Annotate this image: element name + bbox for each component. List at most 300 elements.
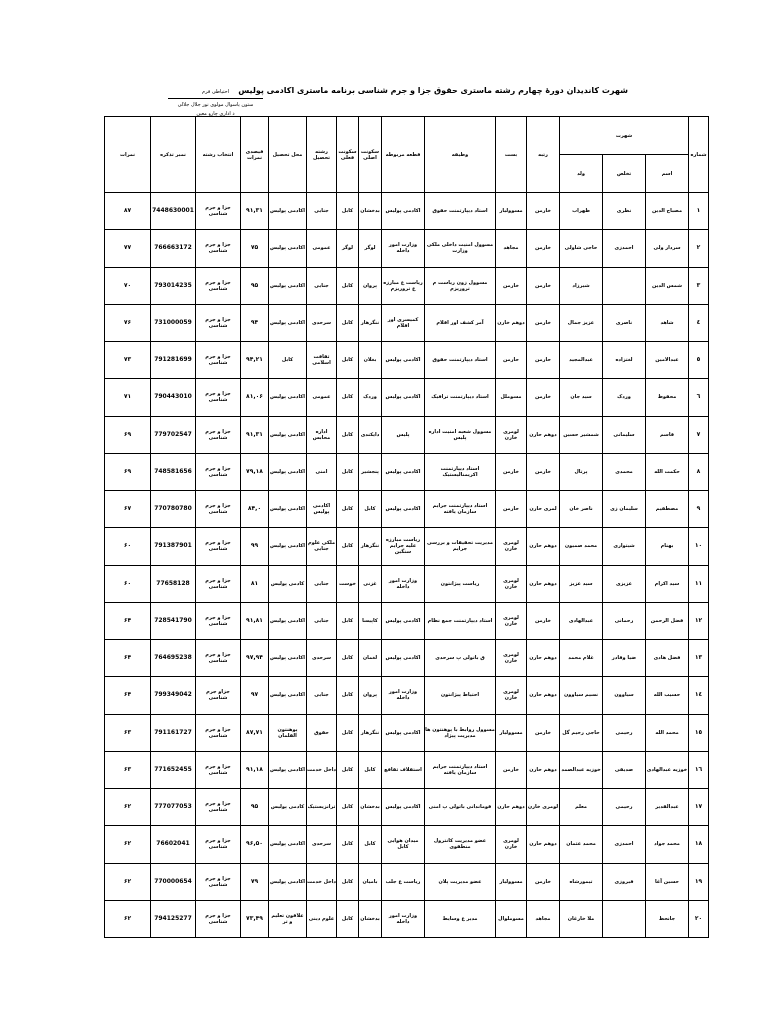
cell-field: جزا و جرم شناسی bbox=[196, 863, 241, 900]
cell-marks: ۶۲ bbox=[105, 900, 151, 937]
cell-name: عبدالامین bbox=[646, 342, 689, 379]
cell-no: ١٦ bbox=[689, 751, 709, 788]
cell-name: حسین آغا bbox=[646, 863, 689, 900]
cell-surname: سیاوون bbox=[603, 677, 646, 714]
cell-original: پروان bbox=[359, 267, 382, 304]
cell-surname: لغتزاده bbox=[603, 342, 646, 379]
cell-field: جزاو جرم شناسی bbox=[196, 677, 241, 714]
cell-name: حسیب الله bbox=[646, 677, 689, 714]
cell-no: ٣ bbox=[689, 267, 709, 304]
cell-field: جزا و جرم شناسی bbox=[196, 304, 241, 341]
cell-post: لومری خارن bbox=[496, 640, 527, 677]
cell-duty: آمر کشف اور اقلام bbox=[425, 304, 496, 341]
cell-place: اکادمی پولیس bbox=[269, 602, 307, 639]
cell-tazkira: 790443010 bbox=[151, 379, 196, 416]
header-identity: شهرت bbox=[560, 117, 689, 155]
cell-unit: میدان هوایی کابل bbox=[382, 826, 425, 863]
cell-name: عبدالقدیر bbox=[646, 789, 689, 826]
header-education-level: رشته تحصیل bbox=[307, 117, 337, 193]
cell-current: خوست bbox=[337, 565, 359, 602]
cell-place: اکادمی پولیس bbox=[269, 826, 307, 863]
cell-place: اکادمی پولیس bbox=[269, 863, 307, 900]
cell-duty: مسوول زون ریاست م تروریزم bbox=[425, 267, 496, 304]
cell-rank: خارمن bbox=[527, 714, 560, 751]
cell-current: کابل bbox=[337, 342, 359, 379]
cell-rank: خارمن bbox=[527, 453, 560, 490]
cell-post: لومری خارن bbox=[496, 602, 527, 639]
cell-place: علاقون تعلیم و تر bbox=[269, 900, 307, 937]
approval-signer: ستون یاسوال مولوی نور جلال جلالی bbox=[177, 102, 254, 108]
cell-place: پوهنتون القلمان bbox=[269, 714, 307, 751]
cell-tazkira: 748581656 bbox=[151, 453, 196, 490]
cell-post: دوهم حارن bbox=[496, 789, 527, 826]
cell-name: محمد جواد bbox=[646, 826, 689, 863]
cell-surname: نظری bbox=[603, 193, 646, 230]
cell-duty: احتیاط پیژانتون bbox=[425, 677, 496, 714]
header-father: ولد bbox=[560, 155, 603, 193]
cell-field: جزا و جرم شناسی bbox=[196, 416, 241, 453]
cell-original: بدخشان bbox=[359, 193, 382, 230]
table-row bbox=[105, 826, 709, 863]
cell-score: ۸۱ bbox=[241, 565, 269, 602]
cell-place: اکادمی پولیس bbox=[269, 230, 307, 267]
cell-marks: ۶۰ bbox=[105, 528, 151, 565]
cell-current: کابل bbox=[337, 826, 359, 863]
cell-unit: اکادمی پولیس bbox=[382, 640, 425, 677]
cell-duty: استاد دیپارتمنت اکریمنالیستیک bbox=[425, 453, 496, 490]
cell-place: اکادمی پولیس bbox=[269, 640, 307, 677]
cell-surname bbox=[603, 267, 646, 304]
cell-original: ننگرهار bbox=[359, 528, 382, 565]
cell-father: شیرزاد bbox=[560, 267, 603, 304]
cell-name: شمس الدین bbox=[646, 267, 689, 304]
cell-post: لومری خارن bbox=[496, 677, 527, 714]
cell-surname: رحیمی bbox=[603, 714, 646, 751]
cell-place: اکادمی پولیس bbox=[269, 193, 307, 230]
header-unit: قطعه مربوطه bbox=[382, 117, 425, 193]
cell-marks: ۷۰ bbox=[105, 267, 151, 304]
cell-current: کابل bbox=[337, 379, 359, 416]
cell-field: جزا و جرم شناسی bbox=[196, 528, 241, 565]
cell-original: لغمان bbox=[359, 640, 382, 677]
cell-father: محمد صمیون bbox=[560, 528, 603, 565]
cell-tazkira: 771652455 bbox=[151, 751, 196, 788]
cell-level: داخل خدمت bbox=[307, 751, 337, 788]
cell-level: ثقافت اسلامی bbox=[307, 342, 337, 379]
cell-marks: ۶۴ bbox=[105, 602, 151, 639]
header-duty: وظیفه bbox=[425, 117, 496, 193]
header-rank: رتبه bbox=[527, 117, 560, 193]
cell-marks: ۶۴ bbox=[105, 677, 151, 714]
cell-score: ۷۳,۴۹ bbox=[241, 900, 269, 937]
table-row bbox=[105, 453, 709, 490]
table-row bbox=[105, 342, 709, 379]
cell-original: کابل bbox=[359, 491, 382, 528]
header-original-province: سکونت اصلی bbox=[359, 117, 382, 193]
cell-father: حاجی رحیم گل bbox=[560, 714, 603, 751]
cell-name: بهنام bbox=[646, 528, 689, 565]
cell-field: جزا و جرم شناسی bbox=[196, 491, 241, 528]
cell-father: ناصر خان bbox=[560, 491, 603, 528]
approval-block bbox=[168, 88, 263, 119]
table-row bbox=[105, 416, 709, 453]
cell-surname: احمدزی bbox=[603, 230, 646, 267]
cell-rank: خارمن bbox=[527, 379, 560, 416]
cell-post: مسوولیار bbox=[496, 863, 527, 900]
cell-marks: ۷۷ bbox=[105, 230, 151, 267]
cell-field: جزا و جرم شناسی bbox=[196, 789, 241, 826]
cell-name: خوزیه عبدالهادی bbox=[646, 751, 689, 788]
cell-post: مسوملوال bbox=[496, 900, 527, 937]
cell-score: ۹۶,۵۰ bbox=[241, 826, 269, 863]
header-marks: نمرات bbox=[105, 117, 151, 193]
cell-marks: ۷۶ bbox=[105, 304, 151, 341]
cell-original: پروان bbox=[359, 677, 382, 714]
cell-unit: ریاست ع مبارزه ع تروریزم bbox=[382, 267, 425, 304]
cell-unit: ریاست ع جلب bbox=[382, 863, 425, 900]
cell-father: عبدالمجید bbox=[560, 342, 603, 379]
cell-father: سید جان bbox=[560, 379, 603, 416]
cell-tazkira: 770000654 bbox=[151, 863, 196, 900]
cell-post: لومری خارن bbox=[496, 528, 527, 565]
cell-no: ١٥ bbox=[689, 714, 709, 751]
cell-duty: ق باتولی پ سرحدی bbox=[425, 640, 496, 677]
cell-field: جزا و جرم شناسی bbox=[196, 900, 241, 937]
cell-no: ١٢ bbox=[689, 602, 709, 639]
cell-unit: ریاست مبارزه علیه جرایم سنگین bbox=[382, 528, 425, 565]
cell-current: کابل bbox=[337, 714, 359, 751]
cell-original: غزنی bbox=[359, 565, 382, 602]
cell-score: ۷۹ bbox=[241, 863, 269, 900]
cell-no: ١٣ bbox=[689, 640, 709, 677]
cell-no: ١ bbox=[689, 193, 709, 230]
cell-rank: خارمن bbox=[527, 863, 560, 900]
cell-rank: دوهم حارن bbox=[527, 640, 560, 677]
cell-rank: دوهم حارن bbox=[527, 528, 560, 565]
cell-no: ١١ bbox=[689, 565, 709, 602]
cell-score: ۹۱,۸۱ bbox=[241, 602, 269, 639]
cell-tazkira: 77658128 bbox=[151, 565, 196, 602]
cell-marks: ۶۹ bbox=[105, 416, 151, 453]
cell-unit: اکادمی پولیس bbox=[382, 789, 425, 826]
cell-original: بامیان bbox=[359, 863, 382, 900]
table-row bbox=[105, 304, 709, 341]
candidates-table bbox=[104, 116, 709, 938]
cell-surname: احمدزی bbox=[603, 826, 646, 863]
cell-current: کابل bbox=[337, 193, 359, 230]
header-education-place: محل تحصیل bbox=[269, 117, 307, 193]
cell-surname: رحیمی bbox=[603, 789, 646, 826]
cell-score: ۹۷,۹۴ bbox=[241, 640, 269, 677]
cell-father: خوزیه عبدالصمد bbox=[560, 751, 603, 788]
cell-current: کابل bbox=[337, 863, 359, 900]
cell-original: کابل bbox=[359, 751, 382, 788]
cell-level: امنی bbox=[307, 453, 337, 490]
cell-name: سردار ولی bbox=[646, 230, 689, 267]
cell-duty: استاد دیپارتمنت حقوق bbox=[425, 193, 496, 230]
cell-level: ملکی علوم جنایی bbox=[307, 528, 337, 565]
cell-post: حارمن bbox=[496, 491, 527, 528]
cell-score: ۹۴,۲۱ bbox=[241, 342, 269, 379]
cell-rank: دوهم حارن bbox=[527, 677, 560, 714]
cell-tazkira: 794125277 bbox=[151, 900, 196, 937]
cell-current: کابل bbox=[337, 640, 359, 677]
cell-field: جزا و جرم شناسی bbox=[196, 230, 241, 267]
cell-father: محمد عثمان bbox=[560, 826, 603, 863]
cell-no: ٤ bbox=[689, 304, 709, 341]
cell-unit: اکادمی پولیس bbox=[382, 342, 425, 379]
cell-place: اکادمی پولیس bbox=[269, 751, 307, 788]
cell-original: پنجشیر bbox=[359, 453, 382, 490]
cell-current: کابل bbox=[337, 900, 359, 937]
cell-no: ٥ bbox=[689, 342, 709, 379]
cell-name: محمد الله bbox=[646, 714, 689, 751]
cell-duty: مسوول روابط با پوهنتون ها مدیریت پیژاد bbox=[425, 714, 496, 751]
cell-current: کابل bbox=[337, 304, 359, 341]
cell-rank: دوهم حارن bbox=[527, 826, 560, 863]
cell-place: اکادمی پولیس bbox=[269, 416, 307, 453]
cell-tazkira: 791281699 bbox=[151, 342, 196, 379]
cell-tazkira: 766663172 bbox=[151, 230, 196, 267]
table-row bbox=[105, 751, 709, 788]
approval-label: احتیاطی فرم bbox=[201, 89, 229, 95]
cell-marks: ۶۷ bbox=[105, 491, 151, 528]
cell-name: مصباح الدین bbox=[646, 193, 689, 230]
cell-rank: خارمن bbox=[527, 230, 560, 267]
cell-field: جزا و جرم شناسی bbox=[196, 714, 241, 751]
cell-rank: خارمن bbox=[527, 304, 560, 341]
cell-rank: حارمن bbox=[527, 342, 560, 379]
cell-unit: کمیسری اور اقلام bbox=[382, 304, 425, 341]
cell-current: کابل bbox=[337, 602, 359, 639]
cell-level: علوم دینی bbox=[307, 900, 337, 937]
cell-level: سرحدی bbox=[307, 304, 337, 341]
signature-line bbox=[168, 98, 263, 99]
cell-level: عمومی bbox=[307, 230, 337, 267]
cell-current: کابل bbox=[337, 416, 359, 453]
approval-position: د اداری چارو معین bbox=[196, 111, 235, 117]
cell-rank: خارمن bbox=[527, 193, 560, 230]
cell-no: ١٧ bbox=[689, 789, 709, 826]
table-row bbox=[105, 379, 709, 416]
table-row bbox=[105, 900, 709, 937]
cell-name: قاسم bbox=[646, 416, 689, 453]
cell-tazkira: 799349042 bbox=[151, 677, 196, 714]
cell-score: ۸۱,۰۶ bbox=[241, 379, 269, 416]
cell-name: فضل هادی bbox=[646, 640, 689, 677]
table-row bbox=[105, 714, 709, 751]
cell-score: ۸۷,۷۱ bbox=[241, 714, 269, 751]
cell-field: جزا و جرم شناسی bbox=[196, 602, 241, 639]
cell-duty: استاد دیپارتمنت جرایم سازمان یافته bbox=[425, 491, 496, 528]
cell-level: داخل خدمت bbox=[307, 863, 337, 900]
table-row bbox=[105, 602, 709, 639]
cell-duty: استاد دیپارتمنت حقوق bbox=[425, 342, 496, 379]
cell-surname: سلیمانی bbox=[603, 416, 646, 453]
cell-no: ٩ bbox=[689, 491, 709, 528]
cell-tazkira: 777077053 bbox=[151, 789, 196, 826]
cell-rank: لومری خارن bbox=[527, 789, 560, 826]
cell-name: سید اکرام bbox=[646, 565, 689, 602]
cell-marks: ۶۲ bbox=[105, 863, 151, 900]
cell-level: سرحدی bbox=[307, 640, 337, 677]
cell-unit: اکادمی پولیس bbox=[382, 714, 425, 751]
cell-no: ١٨ bbox=[689, 826, 709, 863]
cell-tazkira: 731000059 bbox=[151, 304, 196, 341]
cell-level: سرحدی bbox=[307, 826, 337, 863]
cell-post: مسوولیار bbox=[496, 193, 527, 230]
cell-score: ۹۹ bbox=[241, 528, 269, 565]
cell-place: کادمی پولیس bbox=[269, 789, 307, 826]
cell-post: خارمن bbox=[496, 267, 527, 304]
cell-no: ٦ bbox=[689, 379, 709, 416]
cell-rank: خارمن bbox=[527, 267, 560, 304]
cell-tazkira: 7448630001 bbox=[151, 193, 196, 230]
cell-tazkira: 728541790 bbox=[151, 602, 196, 639]
cell-place: اکادمی پولیس bbox=[269, 528, 307, 565]
cell-marks: ۶۴ bbox=[105, 640, 151, 677]
header-post: بست bbox=[496, 117, 527, 193]
header-name: اسم bbox=[646, 155, 689, 193]
cell-surname: ناصری bbox=[603, 304, 646, 341]
cell-unit: اکادمی پولیس bbox=[382, 602, 425, 639]
cell-score: ۹۵ bbox=[241, 267, 269, 304]
cell-father: حاجی شاولی bbox=[560, 230, 603, 267]
cell-father: نسیم سیاوون bbox=[560, 677, 603, 714]
cell-current: کابل bbox=[337, 491, 359, 528]
cell-place: اکادمی پولیس bbox=[269, 267, 307, 304]
cell-marks: ۶۳ bbox=[105, 714, 151, 751]
cell-current: لوگر bbox=[337, 230, 359, 267]
cell-score: ۷۵ bbox=[241, 230, 269, 267]
cell-field: جزا و جرم شناسی bbox=[196, 379, 241, 416]
cell-original: ننگرهار bbox=[359, 714, 382, 751]
cell-original: بغلان bbox=[359, 342, 382, 379]
cell-original: دایکندی bbox=[359, 416, 382, 453]
cell-original: کاپیسا bbox=[359, 602, 382, 639]
cell-unit: وزارت امور داخله bbox=[382, 677, 425, 714]
cell-post: مسوولیار bbox=[496, 714, 527, 751]
cell-surname: وردک bbox=[603, 379, 646, 416]
cell-marks: ۶۹ bbox=[105, 453, 151, 490]
header-field: انتخاب رشته bbox=[196, 117, 241, 193]
cell-tazkira: 791387901 bbox=[151, 528, 196, 565]
cell-level: جنایی bbox=[307, 565, 337, 602]
cell-post: مسوملل bbox=[496, 379, 527, 416]
cell-no: ٢ bbox=[689, 230, 709, 267]
cell-score: ۹۵ bbox=[241, 789, 269, 826]
cell-original: وردک bbox=[359, 379, 382, 416]
cell-place: کابل bbox=[269, 342, 307, 379]
cell-tazkira: 770780780 bbox=[151, 491, 196, 528]
cell-field: جزا و جرم شناسی bbox=[196, 342, 241, 379]
cell-marks: ۷۱ bbox=[105, 379, 151, 416]
table-row bbox=[105, 677, 709, 714]
table-body bbox=[105, 193, 709, 938]
cell-unit: اکادمی پولیس bbox=[382, 453, 425, 490]
cell-original: بدخشان bbox=[359, 900, 382, 937]
cell-no: ٨ bbox=[689, 453, 709, 490]
cell-father: غلام محمد bbox=[560, 640, 603, 677]
cell-duty: استاد دیپارتمنت جمع نظام bbox=[425, 602, 496, 639]
header-tazkira: نمبر تذکره bbox=[151, 117, 196, 193]
cell-father: ظهراب bbox=[560, 193, 603, 230]
cell-name: حکمت الله bbox=[646, 453, 689, 490]
cell-name: فضل الرحمن bbox=[646, 602, 689, 639]
cell-duty: ریاست پیژانتون bbox=[425, 565, 496, 602]
cell-level: جنایی bbox=[307, 602, 337, 639]
cell-level: عمومی bbox=[307, 379, 337, 416]
cell-tazkira: 779702547 bbox=[151, 416, 196, 453]
cell-father: سید عزیز bbox=[560, 565, 603, 602]
cell-father: تیمورشاه bbox=[560, 863, 603, 900]
cell-unit: وزارت امور داخله bbox=[382, 565, 425, 602]
cell-father: عبدالهادی bbox=[560, 602, 603, 639]
cell-place: اکادمی پولیس bbox=[269, 677, 307, 714]
cell-surname bbox=[603, 900, 646, 937]
cell-father: شمشیر حسین bbox=[560, 416, 603, 453]
document-title: شهرت کاندیدان دورهٔ چهارم رشته ماستری حقوق جزا و جرم شناسی برنامه ماستری اکادمی پولیس bbox=[238, 86, 628, 95]
cell-place: اکادمی پولیس bbox=[269, 491, 307, 528]
cell-name: مصطفیم bbox=[646, 491, 689, 528]
cell-name: جانحظ bbox=[646, 900, 689, 937]
cell-place: کادمی پولیس bbox=[269, 565, 307, 602]
cell-place: اکادمی پولیس bbox=[269, 379, 307, 416]
cell-score: ۷۹,۱۸ bbox=[241, 453, 269, 490]
cell-post: خارمن bbox=[496, 453, 527, 490]
cell-marks: ۶۳ bbox=[105, 751, 151, 788]
cell-score: ۸۴,۰ bbox=[241, 491, 269, 528]
table-row bbox=[105, 230, 709, 267]
cell-surname: صدیقی bbox=[603, 751, 646, 788]
cell-duty: مسوول امنیت داخلی ملکی وزارت bbox=[425, 230, 496, 267]
cell-original: کابل bbox=[359, 826, 382, 863]
cell-rank: دوهم حارن bbox=[527, 565, 560, 602]
cell-level: جنایی bbox=[307, 267, 337, 304]
cell-original: لوگر bbox=[359, 230, 382, 267]
header-surname: تخلص bbox=[603, 155, 646, 193]
cell-surname: سلیمان زی bbox=[603, 491, 646, 528]
cell-duty: قوماندانی باتولی پ امنی bbox=[425, 789, 496, 826]
cell-rank: خارمن bbox=[527, 602, 560, 639]
cell-tazkira: 764695238 bbox=[151, 640, 196, 677]
cell-post: لومری خارن bbox=[496, 416, 527, 453]
cell-marks: ۶۲ bbox=[105, 789, 151, 826]
cell-father: ملا خارغان bbox=[560, 900, 603, 937]
cell-field: جزا و جرم شناسی bbox=[196, 193, 241, 230]
cell-duty: عضو مدیریت پلان bbox=[425, 863, 496, 900]
header-current-province: سکونت فعلی bbox=[337, 117, 359, 193]
cell-post: خارمن bbox=[496, 751, 527, 788]
cell-current: کابل bbox=[337, 677, 359, 714]
cell-rank: دوهم حارن bbox=[527, 416, 560, 453]
cell-field: جزا و جرم شناسی bbox=[196, 453, 241, 490]
header-score: فیصدی نمرات bbox=[241, 117, 269, 193]
cell-unit: وزارت امور داخله bbox=[382, 230, 425, 267]
cell-unit: اکادمی پولیس bbox=[382, 193, 425, 230]
cell-duty: استاد دیپارتمنت جرایم سازمان یافته bbox=[425, 751, 496, 788]
cell-tazkira: 793014235 bbox=[151, 267, 196, 304]
cell-no: ٢٠ bbox=[689, 900, 709, 937]
cell-surname: عزیزی bbox=[603, 565, 646, 602]
cell-rank: لمری حارن bbox=[527, 491, 560, 528]
cell-duty: مدیر ع وسایط bbox=[425, 900, 496, 937]
cell-duty: مسوول شعبه امنیت اداره پلیس bbox=[425, 416, 496, 453]
cell-unit: وزارت امور داخله bbox=[382, 900, 425, 937]
cell-current: کابل bbox=[337, 789, 359, 826]
cell-score: ۹۴ bbox=[241, 304, 269, 341]
cell-score: ۹۱,۳۱ bbox=[241, 193, 269, 230]
